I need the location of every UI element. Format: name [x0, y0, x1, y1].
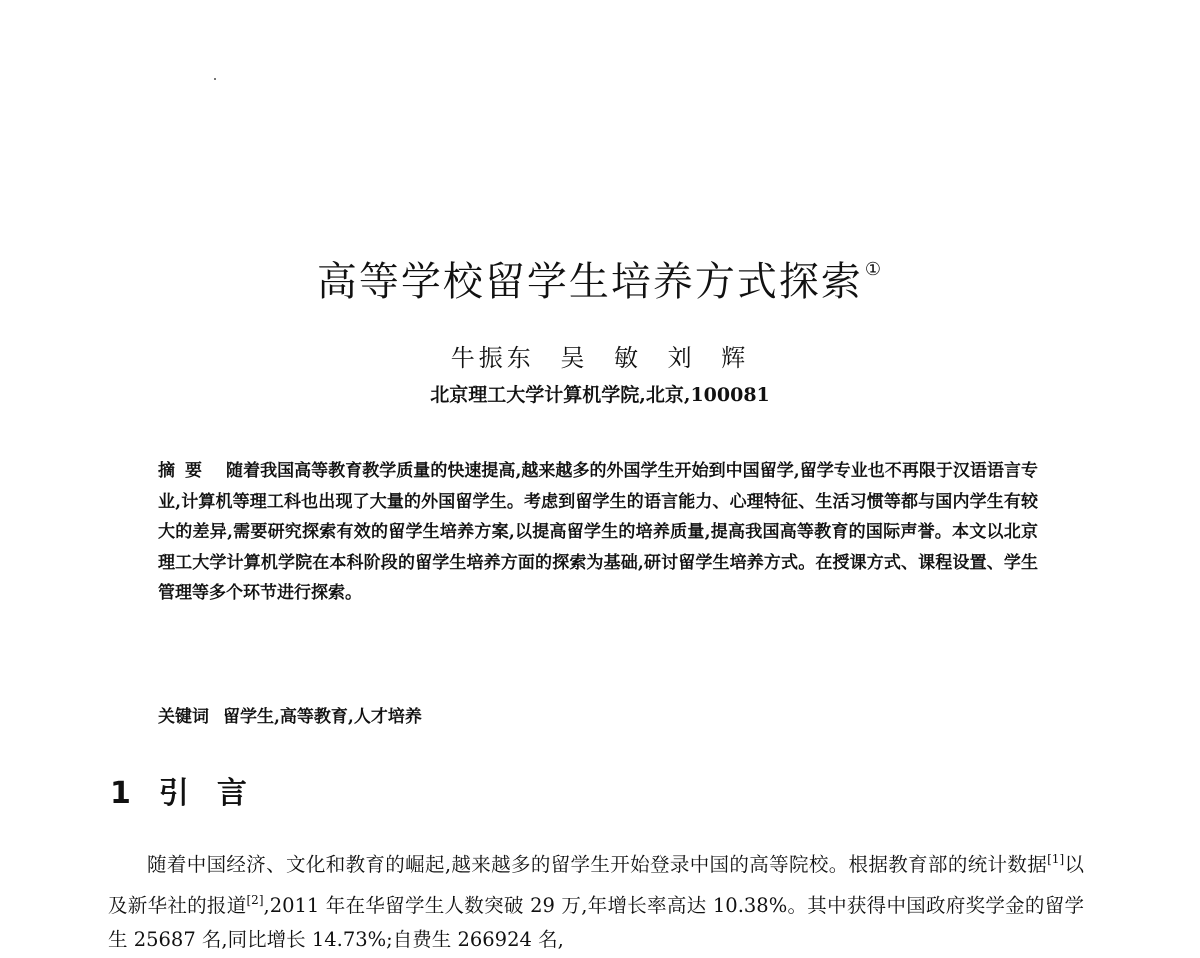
- section-title: 引言: [158, 776, 275, 811]
- section-number: 1: [110, 776, 131, 811]
- title-footnote-mark: ①: [864, 259, 884, 280]
- abstract-label: 摘要: [158, 461, 213, 481]
- paper-title: [0, 250, 1200, 307]
- keywords-label: 关键词: [158, 707, 209, 727]
- keywords: [158, 702, 1038, 727]
- abstract-text: 随着我国高等教育教学质量的快速提高,越来越多的外国学生开始到中国留学,留学专业也不再限于汉语语言专业,计算机等理工科也出现了大量的外国留学生。考虑到留学生的语言能力、心理特征、生活习惯等都与国内学生有较大的差异,需要研究探索有效的留学生培养方案,以提高留学生的培养质量,提高我国高等教育的国际声誉。本文以北京理工大学计算机学院在本科阶段的留学生培养方面的探索为基础,研讨留学生培养方式。在授课方式、课程设置、学生管理等多个环节进行探索。: [158, 461, 1038, 603]
- body-text-part-1: 随着中国经济、文化和教育的崛起,越来越多的留学生开始登录中国的高等院校。根据教育部的统计数据: [147, 853, 1048, 876]
- citation-ref-2: [2]: [246, 892, 264, 907]
- paper-title-text: 高等学校留学生培养方式探索: [316, 259, 863, 305]
- abstract: [158, 456, 1038, 609]
- body-paragraph: [108, 842, 1084, 958]
- scan-speck: [214, 78, 216, 80]
- section-heading: [110, 768, 275, 812]
- keywords-text: 留学生,高等教育,人才培养: [223, 707, 422, 727]
- body-text-part-3: ,2011 年在华留学生人数突破 29 万,年增长率高达 10.38%。其中获得中国政府奖学金的留学生 25687 名,同比增长 14.73%;自费生 266924 名,: [108, 893, 1084, 951]
- affiliation: 北京理工大学计算机学院,北京,100081: [430, 384, 770, 406]
- body-text-part-2: 以及新华社的报道: [108, 853, 1084, 917]
- author-list: 牛振东 吴 敏 刘 辉: [450, 344, 750, 372]
- citation-ref-1: [1]: [1047, 852, 1065, 866]
